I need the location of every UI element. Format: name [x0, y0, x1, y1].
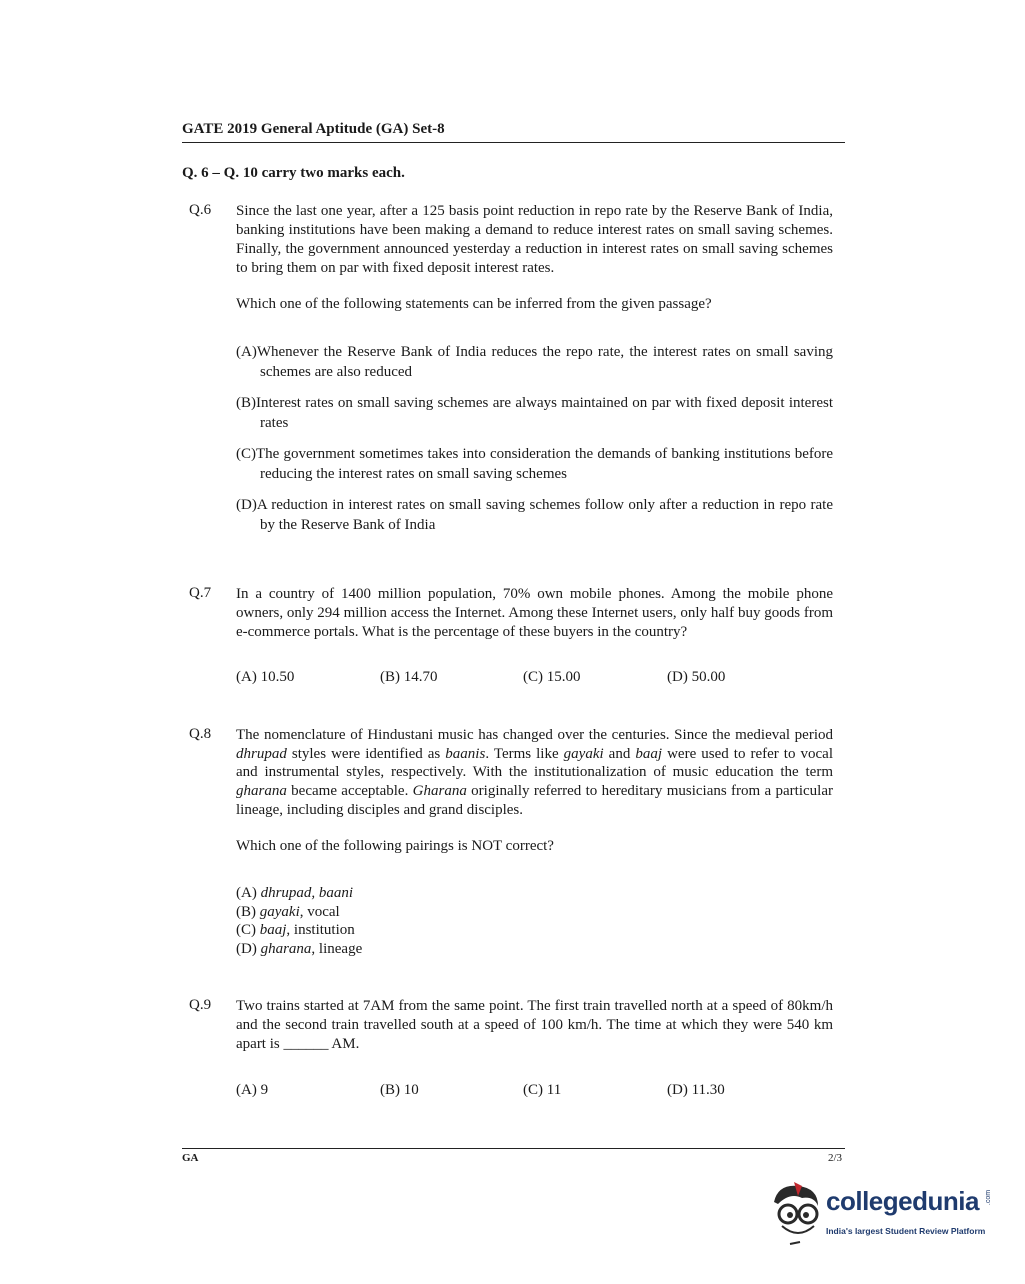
q6-passage: Since the last one year, after a 125 basis point reduction in repo rate by the Reserve Bank of India, banking institutions have been making a demand to reduce interest rates on small saving schemes. Finally, the government announced yesterday a reduction in interest rates on small saving schemes to bring them on par with fixed deposit interest rates. [236, 203, 833, 276]
q9-option-a[interactable]: (A) 9 [236, 1082, 269, 1098]
option-text: A reduction in interest rates on small saving schemes follow only after a reduction in repo rate by the Reserve Bank of India [256, 497, 833, 533]
q6-option-d[interactable] [236, 495, 833, 535]
option-text: The government sometimes takes into consideration the demands of banking institutions before reducing the interest rates on small saving schemes [256, 446, 833, 482]
option-label: (A) [236, 344, 257, 360]
logo-wordmark: collegedunia [826, 1186, 979, 1216]
q6-option-a[interactable] [236, 342, 833, 382]
option-text: Whenever the Reserve Bank of India reduces the repo rate, the interest rates on small saving schemes are also reduced [256, 344, 833, 380]
page-header: GATE 2019 General Aptitude (GA) Set-8 [182, 121, 845, 143]
q7-number: Q.7 [189, 585, 212, 601]
q9-option-d[interactable]: (D) 11.30 [667, 1082, 725, 1098]
option-label: (B) [236, 395, 256, 411]
footer-section-code: GA [182, 1152, 199, 1164]
mascot-icon [768, 1180, 826, 1250]
q7-passage: In a country of 1400 million population, 70% own mobile phones. Among the mobile phone owners, only 294 million access the Internet. Among these Internet users, only half buy goods from e-commerce portals. What is the percentage of these buyers in the country? [236, 586, 833, 640]
q6-number: Q.6 [189, 202, 212, 218]
q7-option-b[interactable]: (B) 14.70 [380, 669, 438, 685]
q8-option-a[interactable]: (A) dhrupad, baani [236, 885, 354, 901]
logo-tagline: India's largest Student Review Platform [826, 1226, 986, 1236]
q7-option-c[interactable]: (C) 15.00 [523, 669, 581, 685]
q9-passage: Two trains started at 7AM from the same point. The first train travelled north at a speed of 80km/h and the second train travelled south at a speed of 100 km/h. The time at which they were 540 km apart is ______ AM. [236, 998, 833, 1052]
q8-passage: The nomenclature of Hindustani music has changed over the centuries. Since the medieval period dhrupad styles were identified as baanis. Terms like gayaki and baaj were used to refer to vocal and instrumental styles, respectively. With the institutionalization of music education the term gharana became acceptable. Gharana originally referred to hereditary musicians from a particular lineage, including disciples and grand disciples. [236, 727, 833, 818]
q8-option-d[interactable]: (D) gharana, lineage [236, 941, 363, 958]
q7-option-d[interactable]: (D) 50.00 [667, 669, 726, 685]
q8-question: Which one of the following pairings is NOT correct? [236, 838, 554, 854]
collegedunia-logo[interactable] [768, 1180, 998, 1250]
q6-option-c[interactable] [236, 444, 833, 484]
footer-divider [182, 1148, 845, 1149]
option-text: Interest rates on small saving schemes are always maintained on par with fixed deposit interest rates [256, 395, 833, 431]
logo-suffix: .com [985, 1189, 993, 1206]
option-label: (C) [236, 446, 256, 462]
q7-option-a[interactable]: (A) 10.50 [236, 669, 295, 685]
q8-option-b[interactable]: (B) gayaki, vocal [236, 903, 340, 920]
q9-number: Q.9 [189, 997, 212, 1013]
q8-options [236, 884, 362, 959]
option-label: (D) [236, 497, 257, 513]
q9-option-b[interactable]: (B) 10 [380, 1082, 419, 1098]
q6-question: Which one of the following statements can be inferred from the given passage? [236, 296, 712, 312]
q9-option-c[interactable]: (C) 11 [523, 1082, 562, 1098]
q8-number: Q.8 [189, 726, 212, 742]
q8-option-c[interactable]: (C) baaj, institution [236, 922, 355, 939]
footer-page-number: 2/3 [828, 1152, 843, 1164]
section-title: Q. 6 – Q. 10 carry two marks each. [182, 165, 405, 181]
q6-option-b[interactable] [236, 393, 833, 433]
